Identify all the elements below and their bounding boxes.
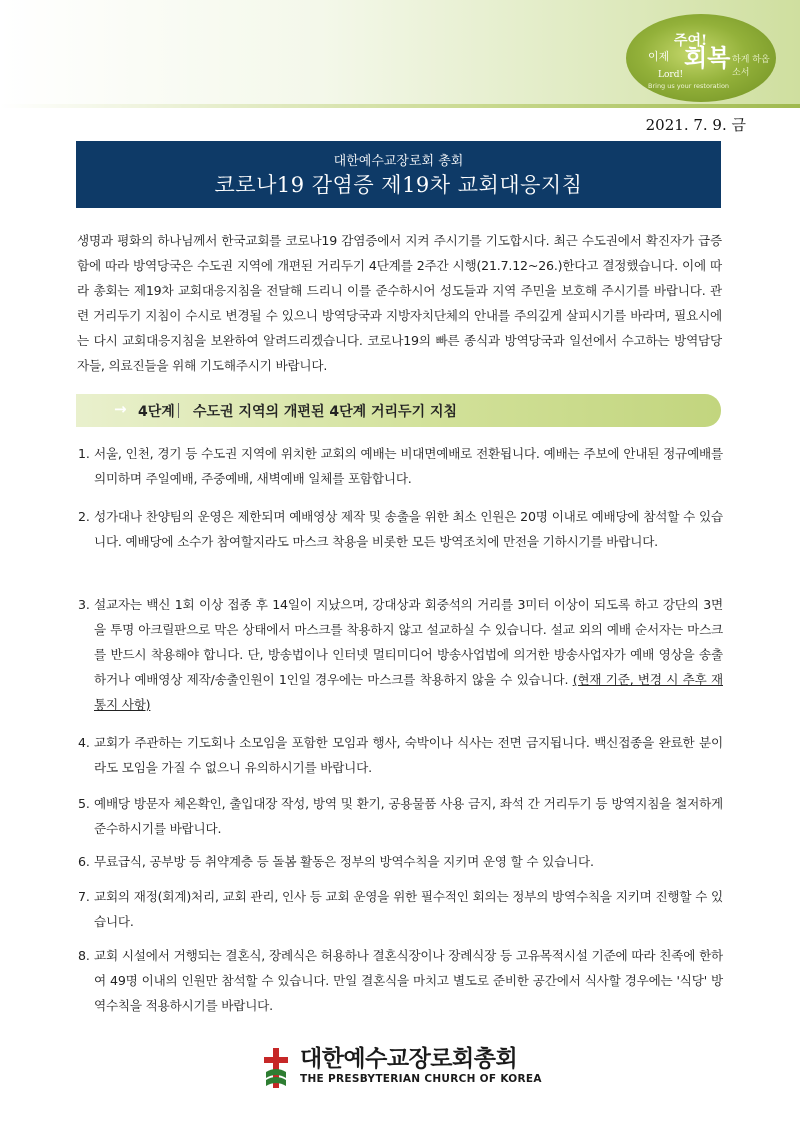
item-text: 성가대나 찬양팀의 운영은 제한되며 예배영상 제작 및 송출을 위한 최소 인원은 20명 이내로 예배당에 참석할 수 있습니다. 예배당에 소수가 참여할지라도 마스크 착용을 비롯한 모든 방역조치에 만전을 기하시기를 바랍니다. — [94, 509, 723, 549]
document-title: 코로나19 감염증 제19차 교회대응지침 — [214, 173, 583, 197]
item-text-wrap — [94, 592, 723, 717]
intro-paragraph: 생명과 평화의 하나님께서 한국교회를 코로나19 감염증에서 지켜 주시기를 기도합시다. 최근 수도권에서 확진자가 급증함에 따라 방역당국은 수도권 지역에 개편된 거리두기 4단계를 2주간 시행(21.7.12~26.)한다고 결정했습니다. 이에 따라 총회는 제19차 교회대응지침을 전달해 드리니 이를 준수하시어 성도들과 지역 주민을 보호해 주시기를 바랍니다. 관련 거리두기 지침이 수시로 변경될 수 있으니 방역당국과 지방자치단체의 안내를 주의깊게 살피시기를 바라며, 필요시에는 다시 교회대응지침을 보완하여 알려드리겠습니다. 코로나19의 빠른 종식과 방역당국과 일선에서 수고하는 방역담당자들, 의료진들을 위해 기도해주시기 바랍니다. — [77, 233, 722, 373]
item-note: (현재 기준, 변경 시 추후 재 통지 사항) — [94, 672, 723, 712]
item-number: 6. — [78, 854, 90, 869]
item-number: 4. — [78, 735, 90, 750]
emblem-heading: 회복 — [684, 43, 731, 72]
item-number: 8. — [78, 948, 90, 963]
item-text: 예배당 방문자 체온확인, 출입대장 작성, 방역 및 환기, 공용물품 사용 금지, 좌석 간 거리두기 등 방역지침을 철저하게 준수하시기를 바랍니다. — [94, 796, 723, 836]
item-text: 무료급식, 공부방 등 취약계층 등 돌봄 활동은 정부의 방역수칙을 지키며 운영 할 수 있습니다. — [94, 854, 594, 869]
list-item — [78, 884, 723, 934]
list-item — [78, 791, 723, 841]
arrow-icon: → — [114, 400, 127, 418]
list-item — [78, 849, 723, 874]
emblem-subtitle: Bring us your restoration — [648, 82, 730, 90]
list-item — [78, 592, 723, 717]
organization-name: 대한예수교장로회 총회 — [333, 154, 464, 169]
item-text: 교회가 주관하는 기도회나 소모임을 포함한 모임과 행사, 숙박이나 식사는 전면 금지됩니다. 백신접종을 완료한 분이라도 모임을 가질 수 없으니 유의하시기를 바랍니다. — [94, 735, 723, 775]
title-header — [76, 141, 721, 208]
emblem-text: Lord! — [658, 70, 684, 80]
document-date: 2021. 7. 9. 금 — [645, 116, 746, 134]
item-text: 서울, 인천, 경기 등 수도권 지역에 위치한 교회의 예배는 비대면예배로 전환됩니다. 예배는 주보에 안내된 정규예배를 의미하며 주일예배, 주중예배, 새벽예배 일체를 포함합니다. — [94, 446, 723, 486]
section-heading — [76, 394, 721, 427]
restoration-emblem — [626, 14, 776, 102]
section-level: 4단계 — [138, 404, 175, 420]
list-item — [78, 730, 723, 780]
top-divider — [0, 104, 800, 108]
emblem-text: 이제 — [648, 50, 670, 63]
footer-organization-english: THE PRESBYTERIAN CHURCH OF KOREA — [300, 1073, 542, 1085]
list-item — [78, 943, 723, 1018]
item-text: 교회의 재정(회계)처리, 교회 관리, 인사 등 교회 운영을 위한 필수적인 회의는 정부의 방역수칙을 지키며 진행할 수 있습니다. — [94, 889, 723, 929]
item-text: 설교자는 백신 1회 이상 접종 후 14일이 지났으며, 강대상과 회중석의 거리를 3미터 이상이 되도록 하고 강단의 3면을 투명 아크릴판으로 막은 상태에서 마스크를 착용하지 않고 설교하실 수 있습니다. 설교 외의 예배 순서자는 마스크를 반드시 착용해야 합니다. 단, 방송법이나 인터넷 멀티미디어 방송사업법에 의거한 방송사업자가 예배 영상을 송출하거나 예배영상 제작/송출인원이 1인일 경우에는 마스크를 착용하지 않을 수 있습니다. — [94, 597, 723, 687]
item-number: 7. — [78, 889, 90, 904]
section-title: 수도권 지역의 개편된 4단계 거리두기 지침 — [193, 404, 458, 420]
item-text: 교회 시설에서 거행되는 결혼식, 장례식은 허용하나 결혼식장이나 장례식장 등 고유목적시설 기준에 따라 친족에 한하여 49명 이내의 인원만 참석할 수 있습니다. 만일 결혼식을 마치고 별도로 준비한 공간에서 식사할 경우에는 '식당' 방역수칙을 적용하시기를 바랍니다. — [94, 948, 723, 1013]
footer-logo-block — [262, 1040, 562, 1100]
list-item — [78, 441, 723, 491]
item-number: 2. — [78, 509, 90, 524]
emblem-text: 주여! — [674, 33, 708, 49]
section-separator — [178, 403, 179, 418]
item-number: 1. — [78, 446, 90, 461]
list-item — [78, 504, 723, 554]
emblem-text: 하게 하옵소서 — [732, 55, 770, 78]
church-cross-icon — [262, 1046, 290, 1090]
item-number: 5. — [78, 796, 90, 811]
footer-organization: 대한예수교장로회총회 — [300, 1046, 518, 1072]
item-number: 3. — [78, 597, 90, 612]
